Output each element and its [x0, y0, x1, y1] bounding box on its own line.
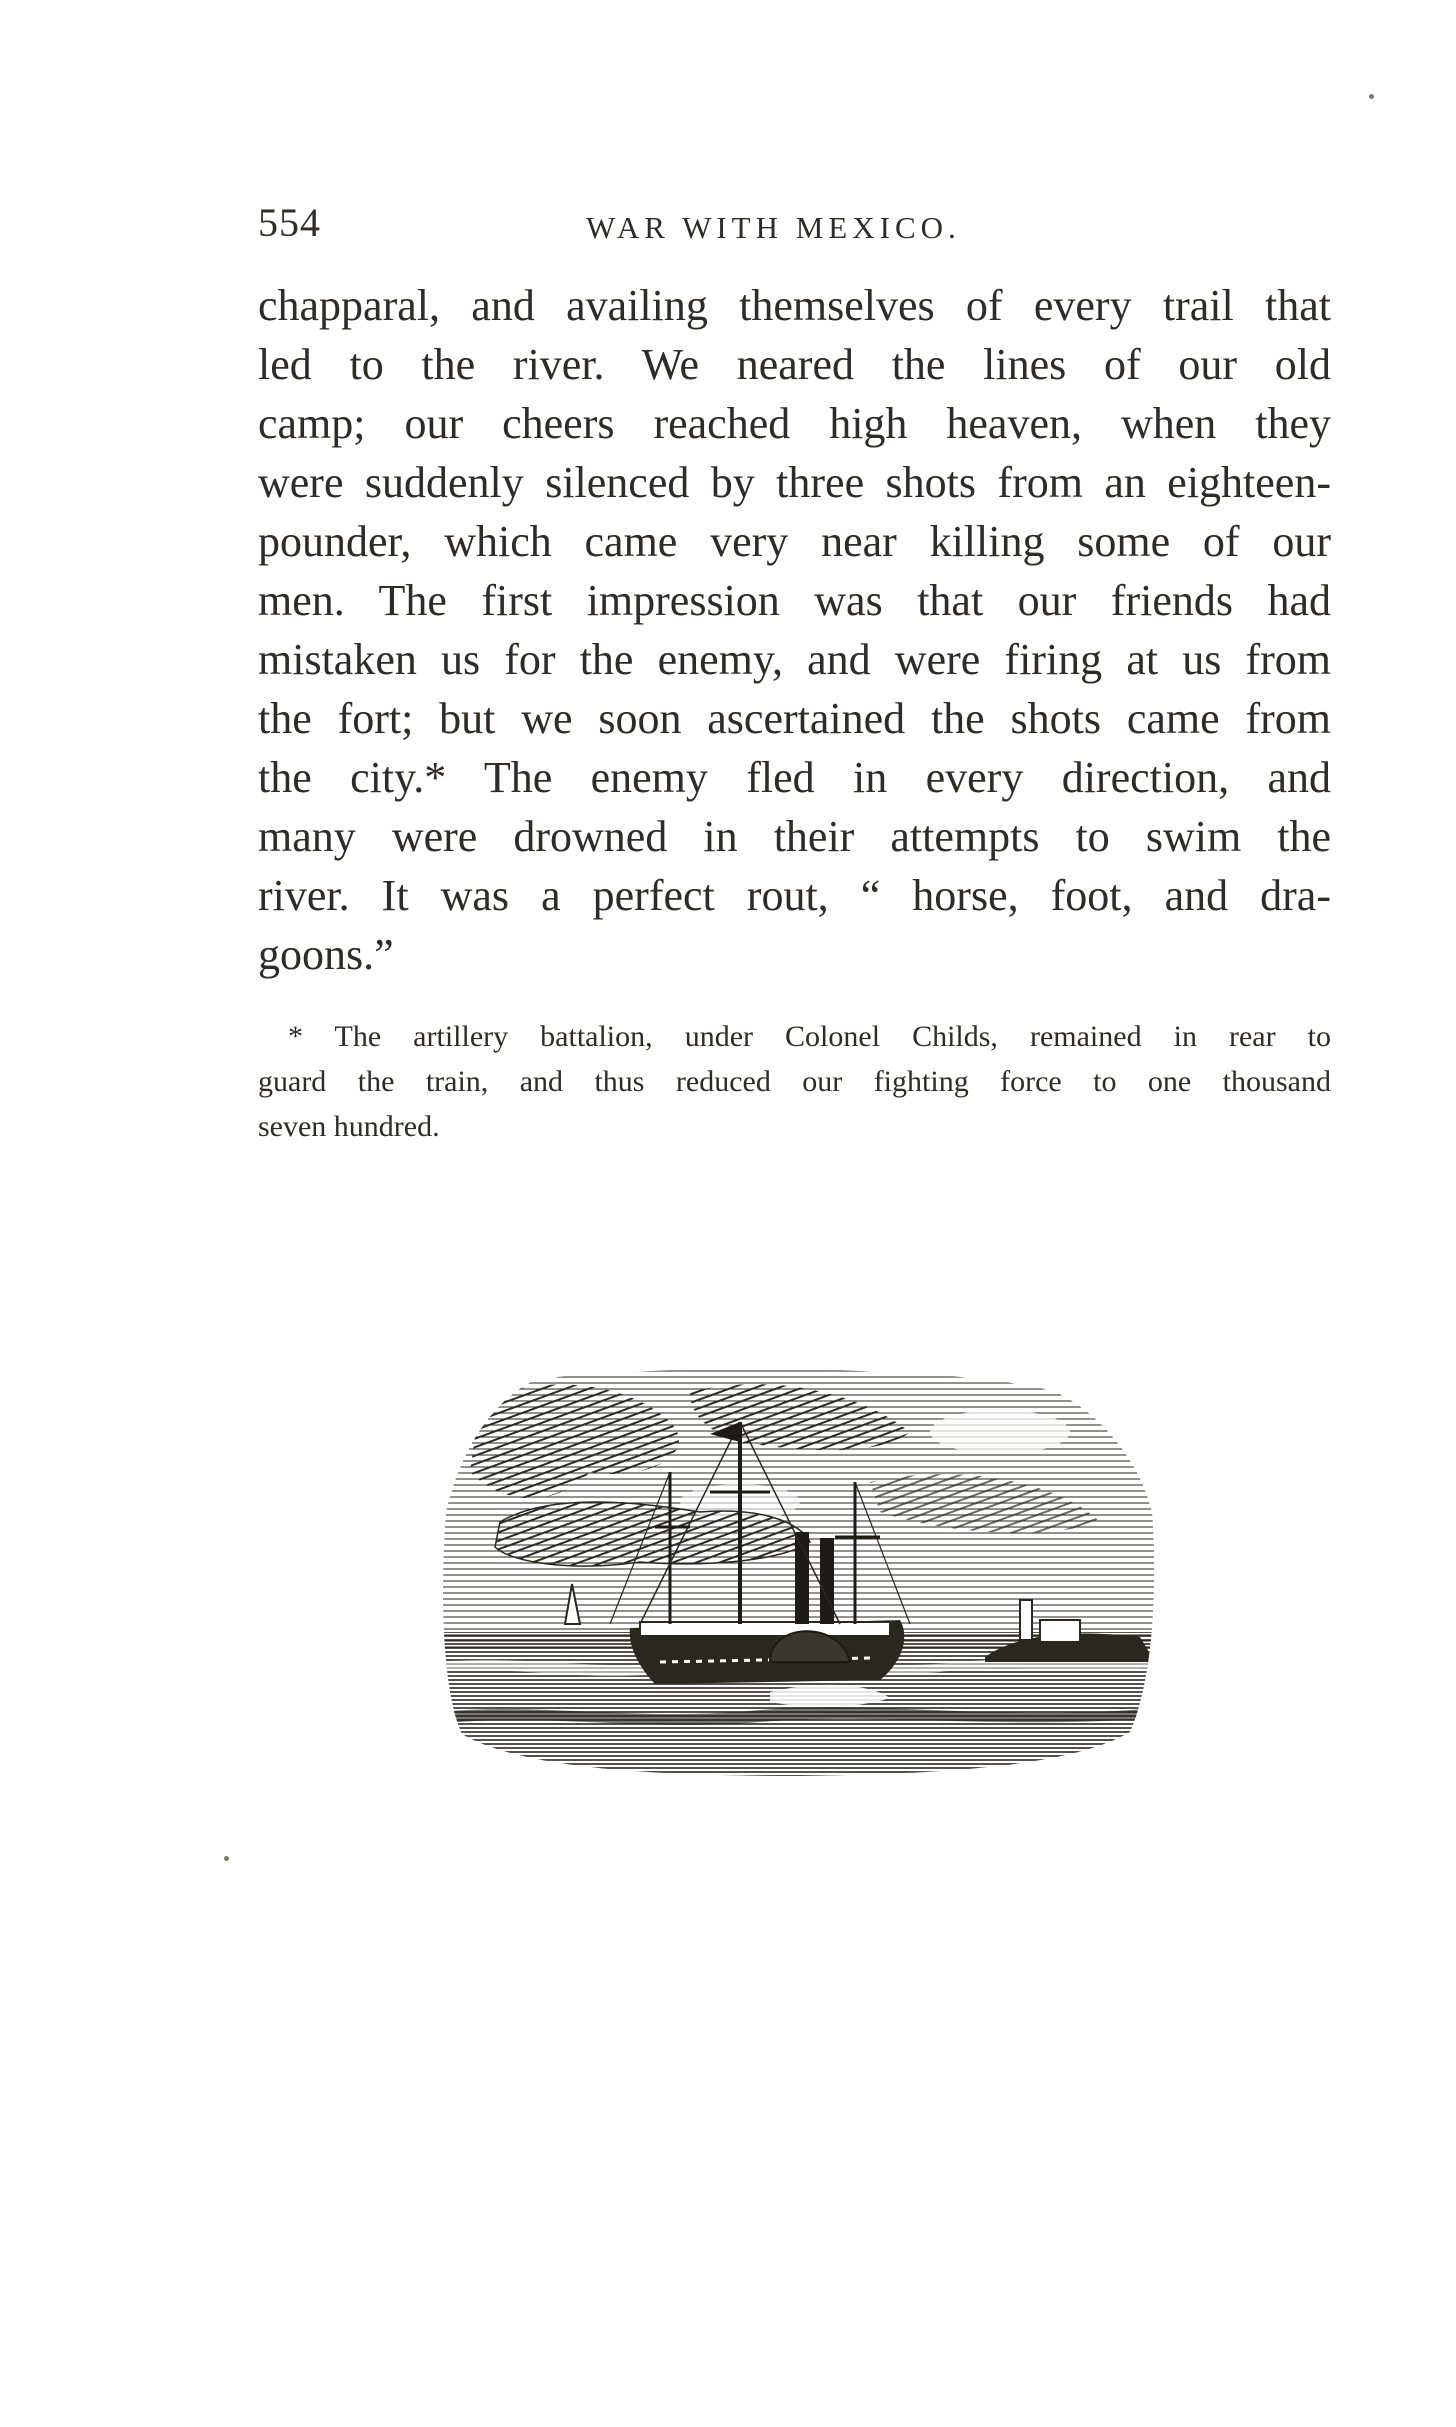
lighthouse [1020, 1600, 1032, 1640]
paper-speck [224, 1856, 229, 1861]
body-line: men. The first impression was that our friends had [258, 576, 1331, 625]
page-number: 554 [258, 200, 321, 245]
body-line: pounder, which came very near killing some of our [258, 517, 1331, 566]
body-line: river. It was a perfect rout, “ horse, foot, and dra- [258, 871, 1331, 920]
body-line: the fort; but we soon ascertained the shots came from [258, 694, 1331, 743]
running-head: WAR WITH MEXICO. [586, 210, 961, 245]
body-line: goons.” [258, 930, 394, 979]
footnote-line: * The artillery battalion, under Colonel Childs, remained in rear to [288, 1020, 1331, 1053]
body-line: mistaken us for the enemy, and were firing at us from [258, 635, 1331, 684]
body-line: chapparal, and availing themselves of every trail that [258, 281, 1331, 330]
body-line: camp; our cheers reached high heaven, when they [258, 399, 1331, 448]
funnel [820, 1538, 834, 1624]
body-line: the city.* The enemy fled in every direction, and [258, 753, 1331, 802]
footnote-line: seven hundred. [258, 1110, 440, 1143]
steamship-engraving [440, 1362, 1155, 1780]
footnote-line: guard the train, and thus reduced our fighting force to one thousand [258, 1065, 1331, 1098]
body-line: were suddenly silenced by three shots from an eighteen- [258, 458, 1331, 507]
body-line: many were drowned in their attempts to swim the [258, 812, 1331, 861]
body-line: led to the river. We neared the lines of our old [258, 340, 1331, 389]
paper-speck [1369, 94, 1374, 99]
